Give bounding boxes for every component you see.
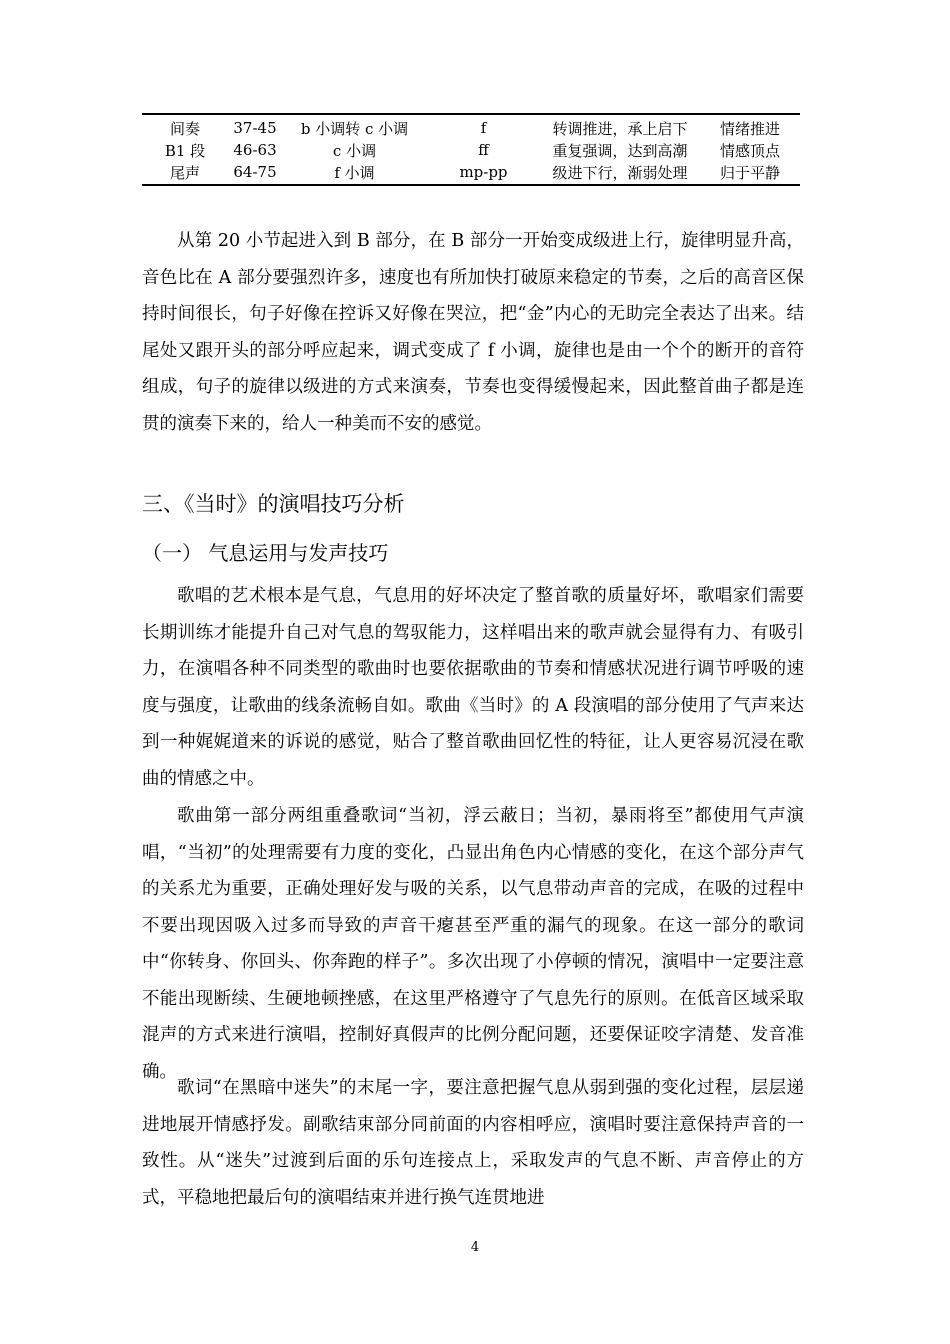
table-cell-measures: 64-75 [233,163,277,181]
body-paragraph: 歌曲第一部分两组重叠歌词“当初，浮云蔽日；当初，暴雨将至”都使用气声演唱，“当初”的处理需要有力度的变化，凸显出角色内心情感的变化，在这个部分声气的关系尤为重要，正确处理好发与吸的关系，以气息带动声音的完成，在吸的过程中不要出现因吸入过多而导致的声音干瘪甚至严重的漏气的现象。在这一部分的歌词中“你转身、你回头、你奔跑的样子”。多次出现了小停顿的情况，演唱中一定要注意不能出现断续、生硬地顿挫感，在这里严格遵守了气息先行的原则。在低音区域采取混声的方式来进行演唱，控制好真假声的比例分配问题，还要保证咬字清楚、发音准确。 [142,806,804,1082]
analysis-table [142,113,800,186]
table-cell-treatment: 重复强调，达到高潮 [552,141,688,160]
table-cell-section: 间奏 [169,119,200,138]
table-cell-section: B1 段 [164,141,206,160]
body-paragraph: 从第 20 小节起进入到 B 部分，在 B 部分一开始变成级进上行，旋律明显升高，音色比在 A 部分要强烈许多，速度也有所加快打破原来稳定的节奏，之后的高音区保持时间很长，句子好像在控诉又好像在哭泣，把“金”内心的无助完全表达了出来。结尾处又跟开头的部分呼应起来，调式变成了 f 小调，旋律也是由一个个的断开的音符组成，句子的旋律以级进的方式来演奏，节奏也变得缓慢起来，因此整首曲子都是连贯的演奏下来的，给人一种美而不安的感觉。 [142,231,804,434]
table-cell-dynamics: mp-pp [459,163,508,181]
table-cell-dynamics: f [480,119,487,137]
table-cell-emotion: 情绪推进 [719,119,780,138]
table-cell-treatment: 转调推进，承上启下 [552,119,688,138]
table-row [142,161,800,183]
body-paragraph: 歌唱的艺术根本是气息，气息用的好坏决定了整首歌的质量好坏，歌唱家们需要长期训练才能提升自己对气息的驾驭能力，这样唱出来的歌声就会显得有力、有吸引力，在演唱各种不同类型的歌曲时也要依据歌曲的节奏和情感状况进行调节呼吸的速度与强度，让歌曲的线条流畅自如。歌曲《当时》的 A 段演唱的部分使用了气声来达到一种娓娓道来的诉说的感觉，贴合了整首歌曲回忆性的特征，让人更容易沉浸在歌曲的情感之中。 [142,586,804,789]
subsection-heading: （一） 气息运用与发声技巧 [142,541,389,565]
table-cell-key: c 小调 [332,141,377,160]
table-cell-dynamics: ff [478,141,489,159]
table-cell-emotion: 归于平静 [719,163,780,182]
table-row [142,117,800,139]
section-heading: 三、《当时》的演唱技巧分析 [142,492,405,516]
table-cell-treatment: 级进下行，渐弱处理 [552,163,688,182]
body-paragraph: 歌词“在黑暗中迷失”的末尾一字，要注意把握气息从弱到强的变化过程，层层递进地展开情感抒发。副歌结束部分同前面的内容相呼应，演唱时要注意保持声音的一致性。从“迷失”过渡到后面的乐句连接点上，采取发声的气息不断、声音停止的方式，平稳地把最后句的演唱结束并进行换气连贯地进 [142,1078,804,1208]
table-cell-emotion: 情感顶点 [719,141,780,160]
table-cell-measures: 46-63 [233,141,277,159]
table-cell-section: 尾声 [169,163,200,182]
table-cell-measures: 37-45 [233,119,277,137]
table-cell-key: b 小调转 c 小调 [300,119,409,138]
table-row [142,139,800,161]
table-cell-key: f 小调 [334,163,375,182]
page-number: 4 [470,1240,480,1255]
